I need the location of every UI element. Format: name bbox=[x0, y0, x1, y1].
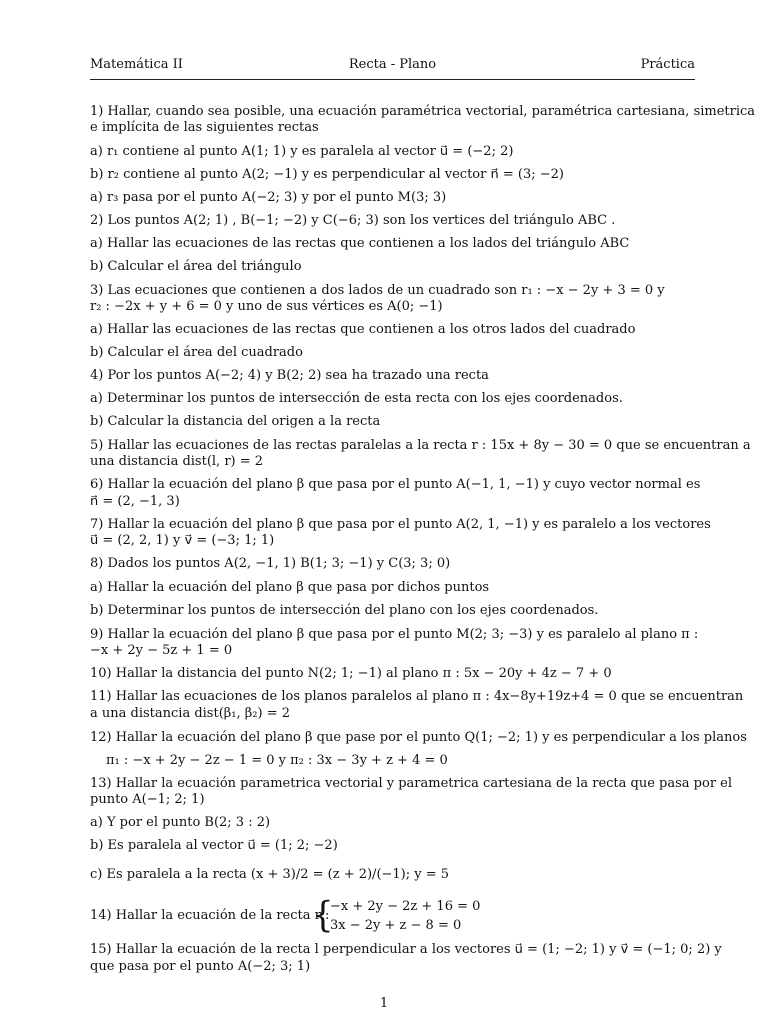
course-name: Matemática II bbox=[90, 57, 183, 72]
line-11: a) Hallar las ecuaciones de las rectas que contienen a los otros lados del cuadrado bbox=[90, 322, 636, 337]
line-12: b) Calcular el área del cuadrado bbox=[90, 345, 303, 360]
line-36: c) Es paralela a la recta (x + 3)/2 = (z + 2)/(−1); y = 5 bbox=[90, 867, 450, 882]
line-14: a) Determinar los puntos de intersección de esta recta con los ejes coordenados. bbox=[90, 391, 623, 406]
line-6: 2) Los puntos A(2; 1) , B(−1; −2) y C(−6; 3) son los vertices del triángulo ABC . bbox=[90, 213, 616, 228]
line-18: 6) Hallar la ecuación del plano β que pasa por el punto A(−1, 1, −1) y cuyo vector normal es bbox=[90, 477, 701, 492]
line-10: r₂ : −2x + y + 6 = 0 y uno de sus vértices es A(0; −1) bbox=[90, 299, 443, 314]
topic-title: Recta - Plano bbox=[348, 57, 437, 72]
line-25: 9) Hallar la ecuación del plano β que pasa por el punto M(2; 3; −3) y es paralelo al plano π : bbox=[90, 627, 699, 642]
line-41: que pasa por el punto A(−2; 3; 1) bbox=[90, 959, 311, 974]
document-type: Práctica bbox=[640, 57, 695, 72]
line-29: a una distancia dist(β₁, β₂) = 2 bbox=[90, 706, 290, 721]
line-24: b) Determinar los puntos de intersección del plano con los ejes coordenados. bbox=[90, 603, 599, 618]
line-30: 12) Hallar la ecuación del plano β que pase por el punto Q(1; −2; 1) y es perpendicular a los planos bbox=[90, 730, 747, 745]
line-33: punto A(−1; 2; 1) bbox=[90, 792, 205, 807]
line-37: 14) Hallar la ecuación de la recta r : bbox=[90, 908, 330, 923]
line-35: b) Es paralela al vector u⃗ = (1; 2; −2) bbox=[90, 838, 338, 853]
line-31: π₁ : −x + 2y − 2z − 1 = 0 y π₂ : 3x − 3y + z + 4 = 0 bbox=[106, 753, 448, 768]
line-32: 13) Hallar la ecuación parametrica vectorial y parametrica cartesiana de la recta que pasa por el bbox=[90, 776, 733, 791]
line-39: 3x − 2y + z − 8 = 0 bbox=[330, 918, 462, 933]
line-16: 5) Hallar las ecuaciones de las rectas paralelas a la recta r : 15x + 8y − 30 = 0 que se encuentran a bbox=[90, 438, 751, 453]
line-28: 11) Hallar las ecuaciones de los planos paralelos al plano π : 4x−8y+19z+4 = 0 que se encuentran bbox=[90, 689, 744, 704]
page-number: 1 bbox=[379, 996, 389, 1011]
line-1: 1) Hallar, cuando sea posible, una ecuación paramétrica vectorial, paramétrica cartesiana, simetrica bbox=[90, 104, 756, 119]
line-34: a) Y por el punto B(2; 3 : 2) bbox=[90, 815, 271, 830]
line-23: a) Hallar la ecuación del plano β que pasa por dichos puntos bbox=[90, 580, 490, 595]
line-27: 10) Hallar la distancia del punto N(2; 1; −1) al plano π : 5x − 20y + 4z − 7 + 0 bbox=[90, 666, 612, 681]
line-9: 3) Las ecuaciones que contienen a dos lados de un cuadrado son r₁ : −x − 2y + 3 = 0 y bbox=[90, 283, 665, 298]
line-17: una distancia dist(l, r) = 2 bbox=[90, 454, 264, 469]
page-header bbox=[90, 57, 695, 75]
line-22: 8) Dados los puntos A(2, −1, 1) B(1; 3; −1) y C(3; 3; 0) bbox=[90, 556, 451, 571]
line-40: 15) Hallar la ecuación de la recta l perpendicular a los vectores u⃗ = (1; −2; 1) y v⃗ = (−1; 0; 2) y bbox=[90, 942, 722, 957]
line-26: −x + 2y − 5z + 1 = 0 bbox=[90, 643, 233, 658]
line-20: 7) Hallar la ecuación del plano β que pasa por el punto A(2, 1, −1) y es paralelo a los vectores bbox=[90, 517, 711, 532]
line-3: a) r₁ contiene al punto A(1; 1) y es paralela al vector u⃗ = (−2; 2) bbox=[90, 144, 514, 159]
header-rule bbox=[90, 79, 695, 80]
line-7: a) Hallar las ecuaciones de las rectas que contienen a los lados del triángulo ABC bbox=[90, 236, 630, 251]
line-8: b) Calcular el área del triángulo bbox=[90, 259, 302, 274]
system-brace: { bbox=[312, 894, 334, 936]
line-5: a) r₃ pasa por el punto A(−2; 3) y por el punto M(3; 3) bbox=[90, 190, 447, 205]
line-21: u⃗ = (2, 2, 1) y v⃗ = (−3; 1; 1) bbox=[90, 533, 275, 548]
line-15: b) Calcular la distancia del origen a la recta bbox=[90, 414, 381, 429]
line-2: e implícita de las siguientes rectas bbox=[90, 120, 319, 135]
line-38: −x + 2y − 2z + 16 = 0 bbox=[330, 899, 481, 914]
line-19: n⃗ = (2, −1, 3) bbox=[90, 494, 180, 509]
line-4: b) r₂ contiene al punto A(2; −1) y es perpendicular al vector n⃗ = (3; −2) bbox=[90, 167, 564, 182]
line-13: 4) Por los puntos A(−2; 4) y B(2; 2) sea ha trazado una recta bbox=[90, 368, 489, 383]
